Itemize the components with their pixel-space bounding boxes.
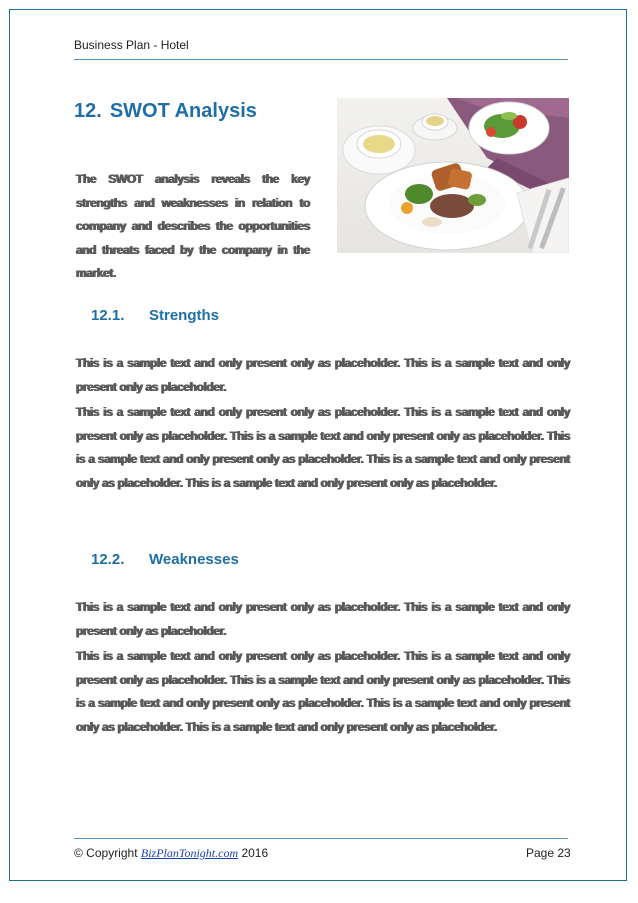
copyright-prefix: © Copyright [74, 846, 141, 860]
subsection-number: 12.1. [91, 307, 125, 324]
strengths-paragraph-1: This is a sample text and only present only as placeholder. This is a sample text and only present only as placeholder. [76, 356, 570, 394]
section-title: SWOT Analysis [109, 100, 257, 122]
weaknesses-paragraph-2: This is a sample text and only present only as placeholder. This is a sample text and only present only as placeholder. This is a sample text and only present only as placeholder. This is a sample text and only present only as placeholder. This is a sample text and only present only as placeholder. This is a sample text and only present only as placeholder. [76, 649, 570, 734]
header-rule [74, 59, 568, 60]
subsection-heading-strengths [91, 307, 219, 324]
weaknesses-paragraph-1: This is a sample text and only present only as placeholder. This is a sample text and only present only as placeholder. [76, 600, 570, 638]
section-heading [74, 100, 257, 123]
subsection-number: 12.2. [91, 551, 125, 568]
website-link[interactable]: BizPlanTonight.com [140, 846, 239, 860]
running-header: Business Plan - Hotel [74, 38, 189, 52]
intro-paragraph: The SWOT analysis reveals the key strengths and weaknesses in relation to company and describes the opportunities and threats faced by the company in the market. [76, 172, 310, 280]
footer-rule [74, 838, 568, 839]
page-number: Page 23 [526, 846, 571, 860]
food-photo [337, 98, 569, 253]
copyright-year: 2016 [238, 846, 269, 860]
food-photo-graphic [337, 98, 569, 253]
subsection-title: Weaknesses [149, 551, 239, 568]
section-number: 12. [74, 100, 102, 122]
subsection-title: Strengths [149, 307, 220, 324]
footer-copyright [74, 846, 268, 861]
subsection-heading-weaknesses [91, 551, 239, 568]
strengths-paragraph-2: This is a sample text and only present only as placeholder. This is a sample text and only present only as placeholder. This is a sample text and only present only as placeholder. This is a sample text and only present only as placeholder. This is a sample text and only present only as placeholder. This is a sample text and only present only as placeholder. [76, 405, 570, 490]
